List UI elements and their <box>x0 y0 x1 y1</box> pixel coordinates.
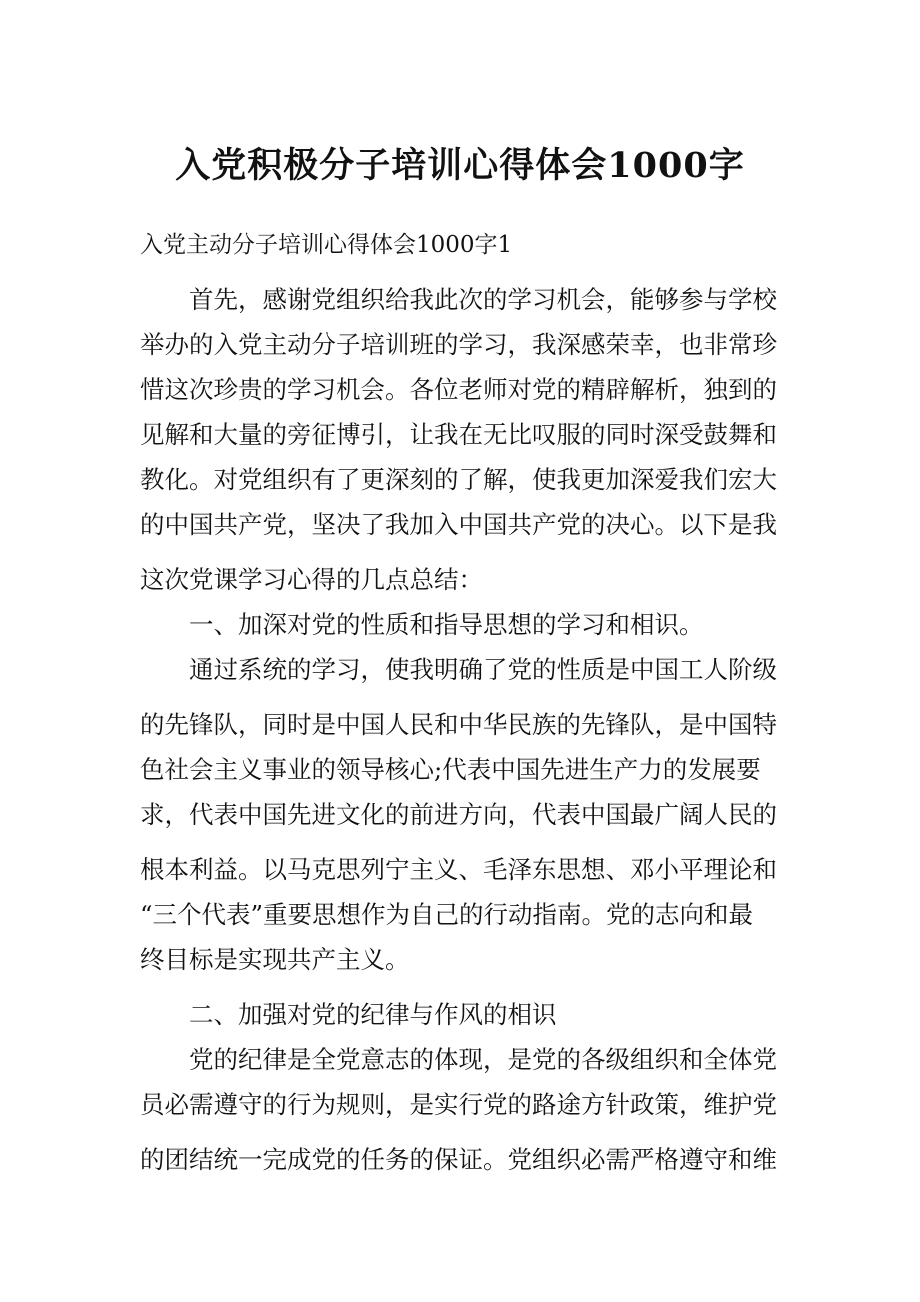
body-line: 见解和大量的旁征博引，让我在无比叹服的同时深受鼓舞和 <box>140 420 777 449</box>
body-line: 举办的入党主动分子培训班的学习，我深感荣幸，也非常珍 <box>140 330 777 359</box>
section-heading-2: 二、加强对党的纪律与作风的相识 <box>189 1000 557 1029</box>
body-line: 色社会主义事业的领导核心;代表中国先进生产力的发展要 <box>140 755 761 784</box>
body-line: 员必需遵守的行为规则，是实行党的路途方针政策，维护党 <box>140 1090 777 1119</box>
section-heading-1: 一、加深对党的性质和指导思想的学习和相识。 <box>189 610 704 639</box>
body-line: 根本利益。以马克思列宁主义、毛泽东思想、邓小平理论和 <box>140 855 777 884</box>
body-line: 通过系统的学习，使我明确了党的性质是中国工人阶级 <box>189 655 777 684</box>
body-line: 的先锋队，同时是中国人民和中华民族的先锋队，是中国特 <box>140 710 777 739</box>
body-line: 惜这次珍贵的学习机会。各位老师对党的精辟解析，独到的 <box>140 375 777 404</box>
body-line: 首先，感谢党组织给我此次的学习机会，能够参与学校 <box>189 285 777 314</box>
body-line: 教化。对党组织有了更深刻的了解，使我更加深爱我们宏大 <box>140 465 777 494</box>
body-line: 求，代表中国先进文化的前进方向，代表中国最广阔人民的 <box>140 800 777 829</box>
body-line: “三个代表”重要思想作为自己的行动指南。党的志向和最 <box>140 900 754 929</box>
document-subtitle: 入党主动分子培训心得体会1000字1 <box>140 232 513 258</box>
body-line: 党的纪律是全党意志的体现，是党的各级组织和全体党 <box>189 1045 777 1074</box>
body-line: 的团结统一完成党的任务的保证。党组织必需严格遵守和维 <box>140 1145 777 1174</box>
body-line: 终目标是实现共产主义。 <box>140 945 410 974</box>
body-line: 的中国共产党，坚决了我加入中国共产党的决心。以下是我 <box>140 510 777 539</box>
document-title: 入党积极分子培训心得体会1000字 <box>175 145 745 186</box>
body-line: 这次党课学习心得的几点总结： <box>140 565 483 594</box>
